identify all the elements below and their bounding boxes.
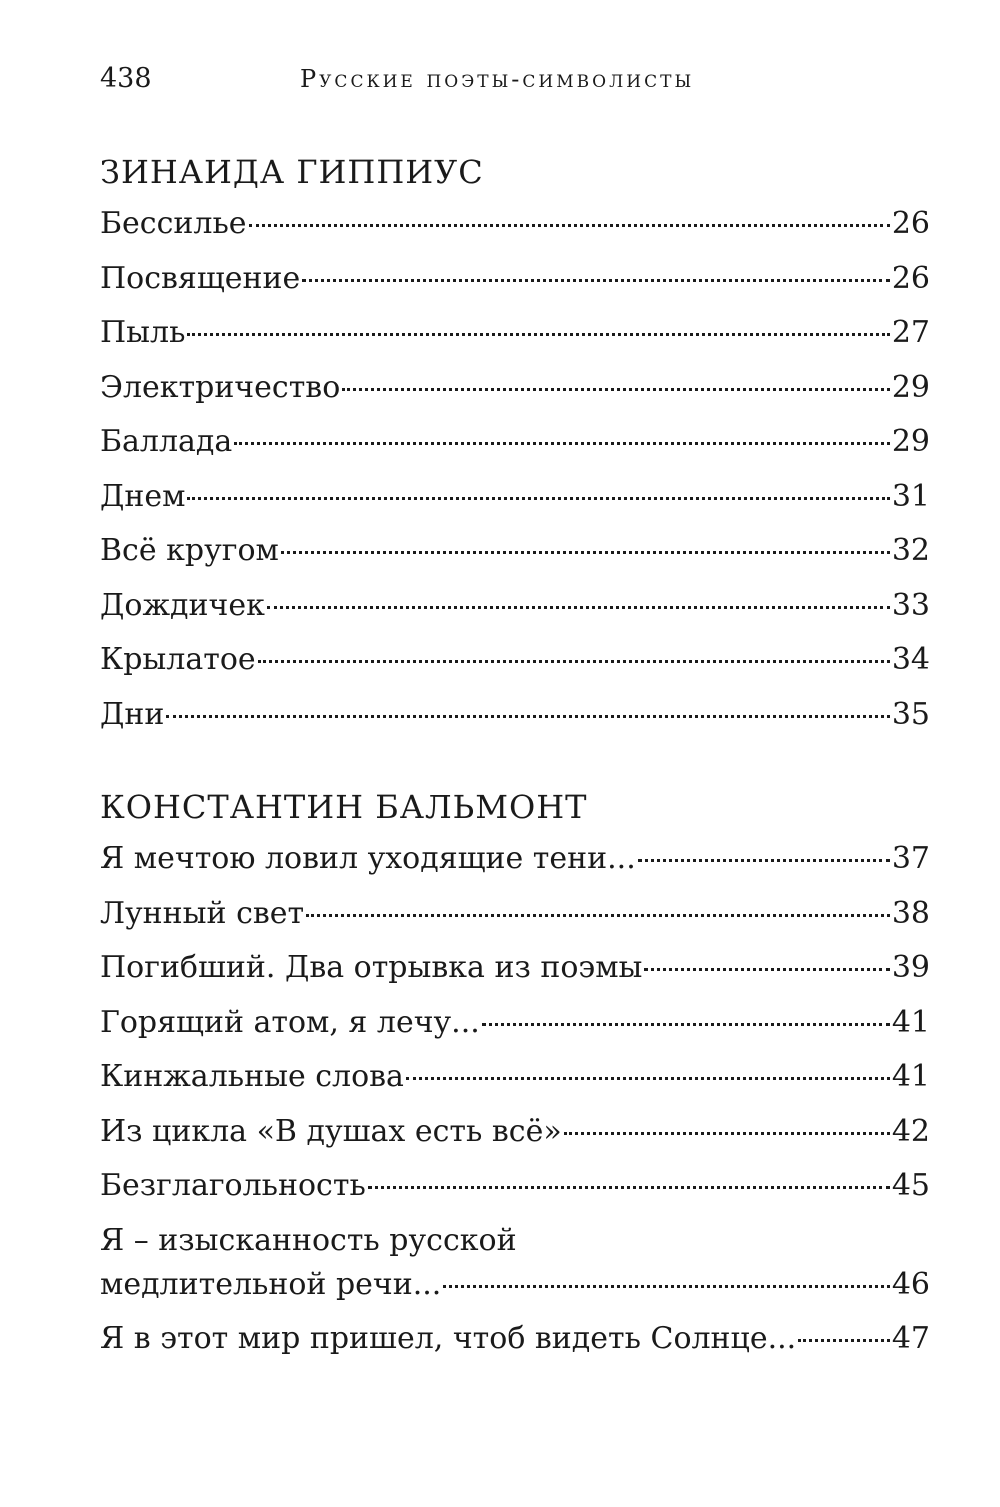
toc-entry: [100, 586, 930, 641]
toc-entry: [100, 204, 930, 259]
toc-entry: [100, 259, 930, 314]
entry-page-number: 47: [891, 1320, 930, 1356]
dot-leader: [342, 388, 890, 391]
dot-leader: [258, 660, 890, 663]
dot-leader: [406, 1077, 890, 1080]
entry-title: Из цикла «В душах есть всё»: [100, 1113, 562, 1149]
toc-entry: [100, 1112, 930, 1167]
entry-page-number: 27: [891, 315, 930, 350]
dot-leader: [564, 1132, 890, 1135]
entry-title-line2: медлительной речи...: [100, 1266, 442, 1302]
author-heading: ЗИНАИДА ГИППИУС: [100, 153, 484, 191]
dot-leader: [306, 914, 890, 917]
dot-leader: [249, 224, 890, 227]
entry-title: Баллада: [100, 424, 233, 459]
dot-leader: [302, 279, 890, 282]
toc-entry: [100, 313, 930, 368]
dot-leader: [166, 715, 889, 718]
toc-entry: [100, 422, 930, 477]
dot-leader: [187, 333, 889, 336]
entry-title: Днем: [100, 478, 186, 514]
toc-section-balmont: [100, 787, 930, 1373]
dot-leader: [798, 1339, 890, 1342]
dot-leader: [638, 859, 890, 862]
entry-title-line1: Я – изысканность русской: [100, 1222, 517, 1258]
toc-entry: [100, 1003, 930, 1058]
toc-entry: [100, 894, 930, 949]
entry-page-number: 38: [891, 895, 930, 931]
entry-title: Погибший. Два отрывка из поэмы: [100, 950, 643, 985]
entry-page-number: 29: [891, 424, 930, 459]
dot-leader: [234, 442, 890, 445]
entry-title: Пыль: [100, 315, 186, 350]
dot-leader: [368, 1186, 890, 1189]
running-head: [100, 62, 930, 102]
entry-title: Я мечтою ловил уходящие тени...: [100, 841, 636, 876]
toc-entry: [100, 1221, 930, 1319]
entry-title: Безглагольность: [100, 1168, 366, 1203]
toc-entry: [100, 477, 930, 532]
entry-title: Кинжальные слова: [100, 1059, 404, 1094]
entry-page-number: 46: [891, 1266, 930, 1302]
author-heading: КОНСТАНТИН БАЛЬМОНТ: [100, 788, 588, 826]
entry-page-number: 35: [891, 696, 930, 732]
toc-entry: [100, 1319, 930, 1374]
entry-title: Всё кругом: [100, 533, 279, 568]
entry-title: Бессилье: [100, 206, 247, 241]
entry-page-number: 45: [891, 1168, 930, 1203]
entry-title: Я в этот мир пришел, чтоб видеть Солнце...: [100, 1320, 797, 1356]
entry-title: Лунный свет: [100, 895, 305, 931]
toc-entry: [100, 839, 930, 894]
entry-page-number: 37: [891, 841, 930, 876]
toc-entry: [100, 695, 930, 750]
entry-page-number: 42: [891, 1113, 930, 1149]
entry-title: Дождичек: [100, 587, 265, 623]
dot-leader: [187, 497, 889, 500]
toc-entry: [100, 1166, 930, 1221]
entry-page-number: 41: [891, 1059, 930, 1094]
toc-entry: [100, 948, 930, 1003]
running-title: Русские поэты-символисты: [300, 65, 695, 93]
entry-page-number: 26: [891, 206, 930, 241]
dot-leader: [267, 606, 890, 609]
dot-leader: [281, 551, 890, 554]
toc-section-gippius: [100, 152, 930, 749]
toc-entry: [100, 1057, 930, 1112]
entry-title: Дни: [100, 696, 165, 732]
entry-page-number: 26: [891, 260, 930, 296]
entry-title: Посвящение: [100, 260, 301, 296]
entry-title: Горящий атом, я лечу...: [100, 1004, 480, 1040]
entry-title: Крылатое: [100, 642, 256, 677]
entry-page-number: 34: [891, 642, 930, 677]
entry-title: Электричество: [100, 369, 341, 405]
entry-title-line2-row: [100, 1265, 930, 1305]
dot-leader: [482, 1023, 890, 1026]
dot-leader: [443, 1285, 889, 1288]
entry-page-number: 41: [891, 1004, 930, 1040]
entry-page-number: 29: [891, 369, 930, 405]
entry-page-number: 39: [891, 950, 930, 985]
entry-page-number: 33: [891, 587, 930, 623]
toc-entry: [100, 531, 930, 586]
entry-page-number: 31: [891, 478, 930, 514]
entry-page-number: 32: [891, 533, 930, 568]
toc-entry: [100, 640, 930, 695]
page-number: 438: [100, 63, 152, 94]
toc-entry: [100, 368, 930, 423]
dot-leader: [644, 968, 889, 971]
